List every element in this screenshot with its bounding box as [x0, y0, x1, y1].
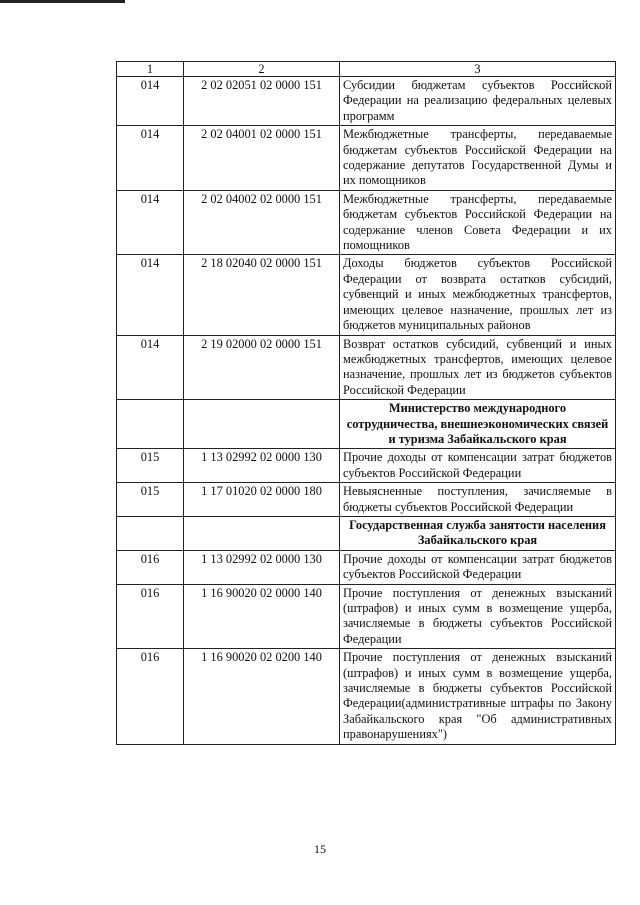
budget-code-cell: 2 19 02000 02 0000 151 — [184, 335, 340, 400]
header-col-3: 3 — [340, 62, 616, 77]
table-row — [117, 335, 616, 400]
admin-code-cell: 014 — [117, 335, 184, 400]
header-col-1: 1 — [117, 62, 184, 77]
description-cell: Межбюджетные трансферты, передаваемые бюджетам субъектов Российской Федерации на содержание членов Совета Федерации и их помощников — [340, 190, 616, 255]
description-cell: Прочие доходы от компенсации затрат бюджетов субъектов Российской Федерации — [340, 449, 616, 483]
description-cell: Прочие поступления от денежных взысканий (штрафов) и иных сумм в возмещение ущерба, зачисляемые в бюджеты субъектов Российской Федерации(административные штрафы по Закону Забайкальского края "Об административных правонарушениях") — [340, 649, 616, 744]
admin-code-cell: 014 — [117, 77, 184, 126]
admin-code-cell: 016 — [117, 649, 184, 744]
budget-code-cell: 1 16 90020 02 0000 140 — [184, 584, 340, 649]
header-col-2: 2 — [184, 62, 340, 77]
top-rule — [0, 0, 125, 3]
admin-code-cell — [117, 400, 184, 449]
description-cell: Доходы бюджетов субъектов Российской Федерации от возврата остатков субсидий, субвенций и иных межбюджетных трансфертов, имеющих целевое назначение, прошлых лет из бюджетов муниципальных районов — [340, 255, 616, 335]
description-cell: Межбюджетные трансферты, передаваемые бюджетам субъектов Российской Федерации на содержание депутатов Государственной Думы и их помощников — [340, 126, 616, 191]
admin-code-cell: 014 — [117, 255, 184, 335]
table-row — [117, 190, 616, 255]
description-cell: Невыясненные поступления, зачисляемые в бюджеты субъектов Российской Федерации — [340, 483, 616, 517]
section-row — [117, 516, 616, 550]
budget-code-cell: 1 17 01020 02 0000 180 — [184, 483, 340, 517]
admin-code-cell — [117, 516, 184, 550]
table-row — [117, 550, 616, 584]
description-cell: Субсидии бюджетам субъектов Российской Федерации на реализацию федеральных целевых программ — [340, 77, 616, 126]
section-row — [117, 400, 616, 449]
description-cell: Возврат остатков субсидий, субвенций и иных межбюджетных трансфертов, имеющих целевое назначение, прошлых лет из бюджетов субъектов Российской Федерации — [340, 335, 616, 400]
description-cell: Прочие доходы от компенсации затрат бюджетов субъектов Российской Федерации — [340, 550, 616, 584]
budget-code-cell: 1 13 02992 02 0000 130 — [184, 449, 340, 483]
table-row — [117, 126, 616, 191]
budget-code-cell — [184, 400, 340, 449]
budget-code-cell: 2 02 04001 02 0000 151 — [184, 126, 340, 191]
revenue-codes-table — [116, 61, 616, 745]
budget-code-cell: 1 16 90020 02 0200 140 — [184, 649, 340, 744]
admin-code-cell: 014 — [117, 190, 184, 255]
admin-code-cell: 014 — [117, 126, 184, 191]
admin-code-cell: 016 — [117, 584, 184, 649]
admin-code-cell: 015 — [117, 483, 184, 517]
budget-code-cell: 2 02 02051 02 0000 151 — [184, 77, 340, 126]
table-row — [117, 483, 616, 517]
section-title-cell: Государственная служба занятости населения Забайкальского края — [340, 516, 616, 550]
budget-code-cell: 1 13 02992 02 0000 130 — [184, 550, 340, 584]
page-number: 15 — [314, 842, 326, 856]
table-row — [117, 77, 616, 126]
admin-code-cell: 016 — [117, 550, 184, 584]
header-row — [117, 62, 616, 77]
budget-code-cell — [184, 516, 340, 550]
admin-code-cell: 015 — [117, 449, 184, 483]
table-row — [117, 584, 616, 649]
table-body — [117, 77, 616, 745]
table-row — [117, 649, 616, 744]
budget-code-cell: 2 18 02040 02 0000 151 — [184, 255, 340, 335]
budget-code-cell: 2 02 04002 02 0000 151 — [184, 190, 340, 255]
table-row — [117, 449, 616, 483]
section-title-cell: Министерство международного сотрудничества, внешнеэкономических связей и туризма Забайкальского края — [340, 400, 616, 449]
table-row — [117, 255, 616, 335]
description-cell: Прочие поступления от денежных взысканий (штрафов) и иных сумм в возмещение ущерба, зачисляемые в бюджеты субъектов Российской Федерации — [340, 584, 616, 649]
